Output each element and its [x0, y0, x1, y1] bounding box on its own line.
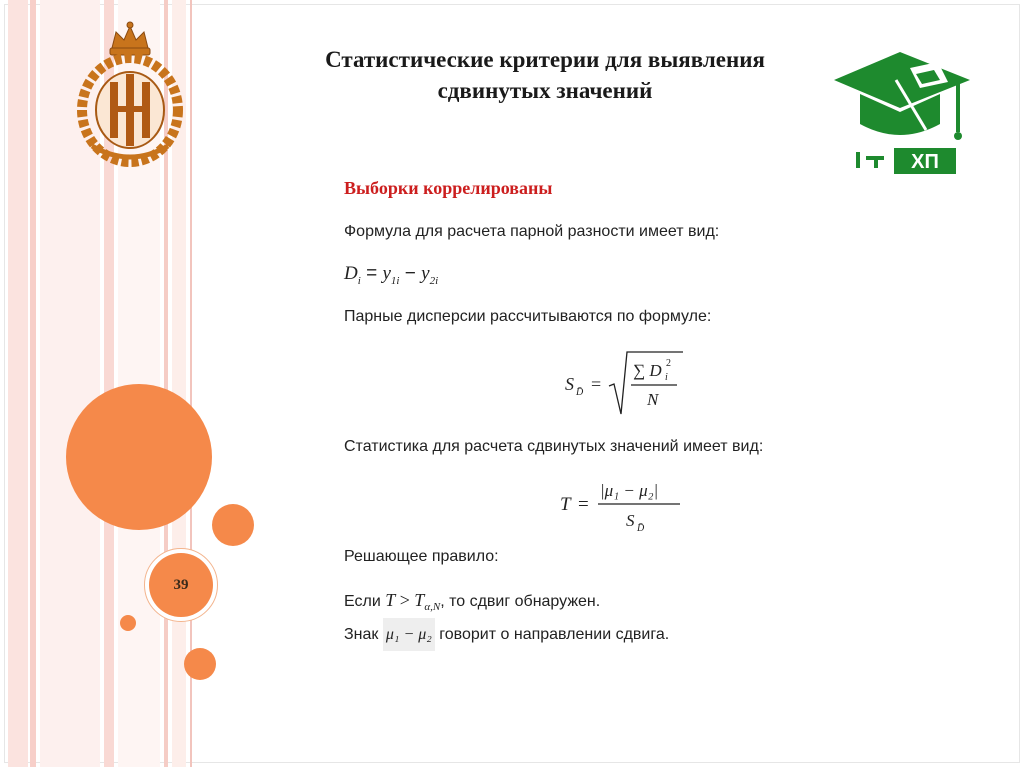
decor-circle-small — [120, 615, 136, 631]
sign-suffix: говорит о направлении сдвига. — [439, 626, 670, 643]
formula-subscript: i — [665, 372, 668, 383]
decision-rule-label: Решающее правило: — [344, 548, 499, 565]
formula-operator: = — [591, 374, 602, 394]
sign-prefix: Знак — [344, 626, 379, 643]
rule-if: Если — [344, 593, 381, 610]
sign-direction-text — [344, 626, 669, 644]
paired-variance-text: Парные дисперсии рассчитываются по формуле: — [344, 308, 712, 325]
formula-symbol: D — [344, 263, 358, 284]
sign-expression: μ₁ − μ₂ — [383, 618, 435, 651]
formula-operator: > — [399, 590, 410, 610]
formula-subscript: 1i — [390, 274, 400, 287]
formula-symbol: T — [560, 494, 571, 515]
formula-subscript: D̄ — [637, 523, 645, 534]
formula-subscript: D̄ — [576, 387, 584, 398]
formula-operator: − — [404, 263, 416, 284]
formula-symbol: T — [414, 590, 425, 610]
decor-stripe — [30, 0, 36, 767]
slide-title — [250, 44, 840, 106]
formula-operator: = — [366, 263, 378, 284]
rule-then: , то сдвиг обнаружен. — [440, 593, 601, 610]
decor-circle-bottom — [184, 648, 216, 680]
variance-formula — [565, 348, 685, 418]
formula-operator: = — [578, 494, 589, 515]
slide-title-line1: Статистические критерии для выявления — [325, 47, 765, 72]
decor-stripe — [8, 0, 28, 767]
logo-text: ХП — [911, 151, 939, 173]
formula-numerator: |μ₁ − μ₂| — [600, 481, 659, 500]
formula-symbol: T — [385, 590, 396, 610]
formula-symbol: y — [382, 263, 391, 284]
formula-subscript: i — [357, 274, 361, 287]
formula-denominator: S — [626, 511, 635, 530]
section-heading: Выборки коррелированы — [344, 178, 553, 198]
paired-difference-text: Формула для расчета парной разности имеет вид: — [344, 223, 720, 240]
formula-superscript: 2 — [666, 358, 671, 369]
slide-number: 39 — [173, 576, 189, 593]
decor-circle-large — [66, 384, 212, 530]
statistic-text: Статистика для расчета сдвинутых значений имеет вид: — [344, 438, 764, 455]
university-emblem-icon — [70, 18, 190, 168]
decision-rule-text — [344, 590, 600, 613]
paired-difference-formula — [344, 263, 438, 287]
formula-subscript: 2i — [429, 274, 439, 287]
formula-symbol: y — [421, 263, 430, 284]
formula-symbol: S — [565, 374, 574, 394]
formula-denominator: N — [647, 390, 659, 409]
formula-numerator: ∑ D — [633, 361, 662, 380]
slide-title-line2: сдвинутых значений — [437, 78, 653, 103]
formula-subscript: α,N — [424, 601, 441, 614]
decor-circle-medium — [212, 504, 254, 546]
faculty-logo-icon — [830, 40, 976, 180]
t-statistic-formula — [558, 478, 688, 536]
